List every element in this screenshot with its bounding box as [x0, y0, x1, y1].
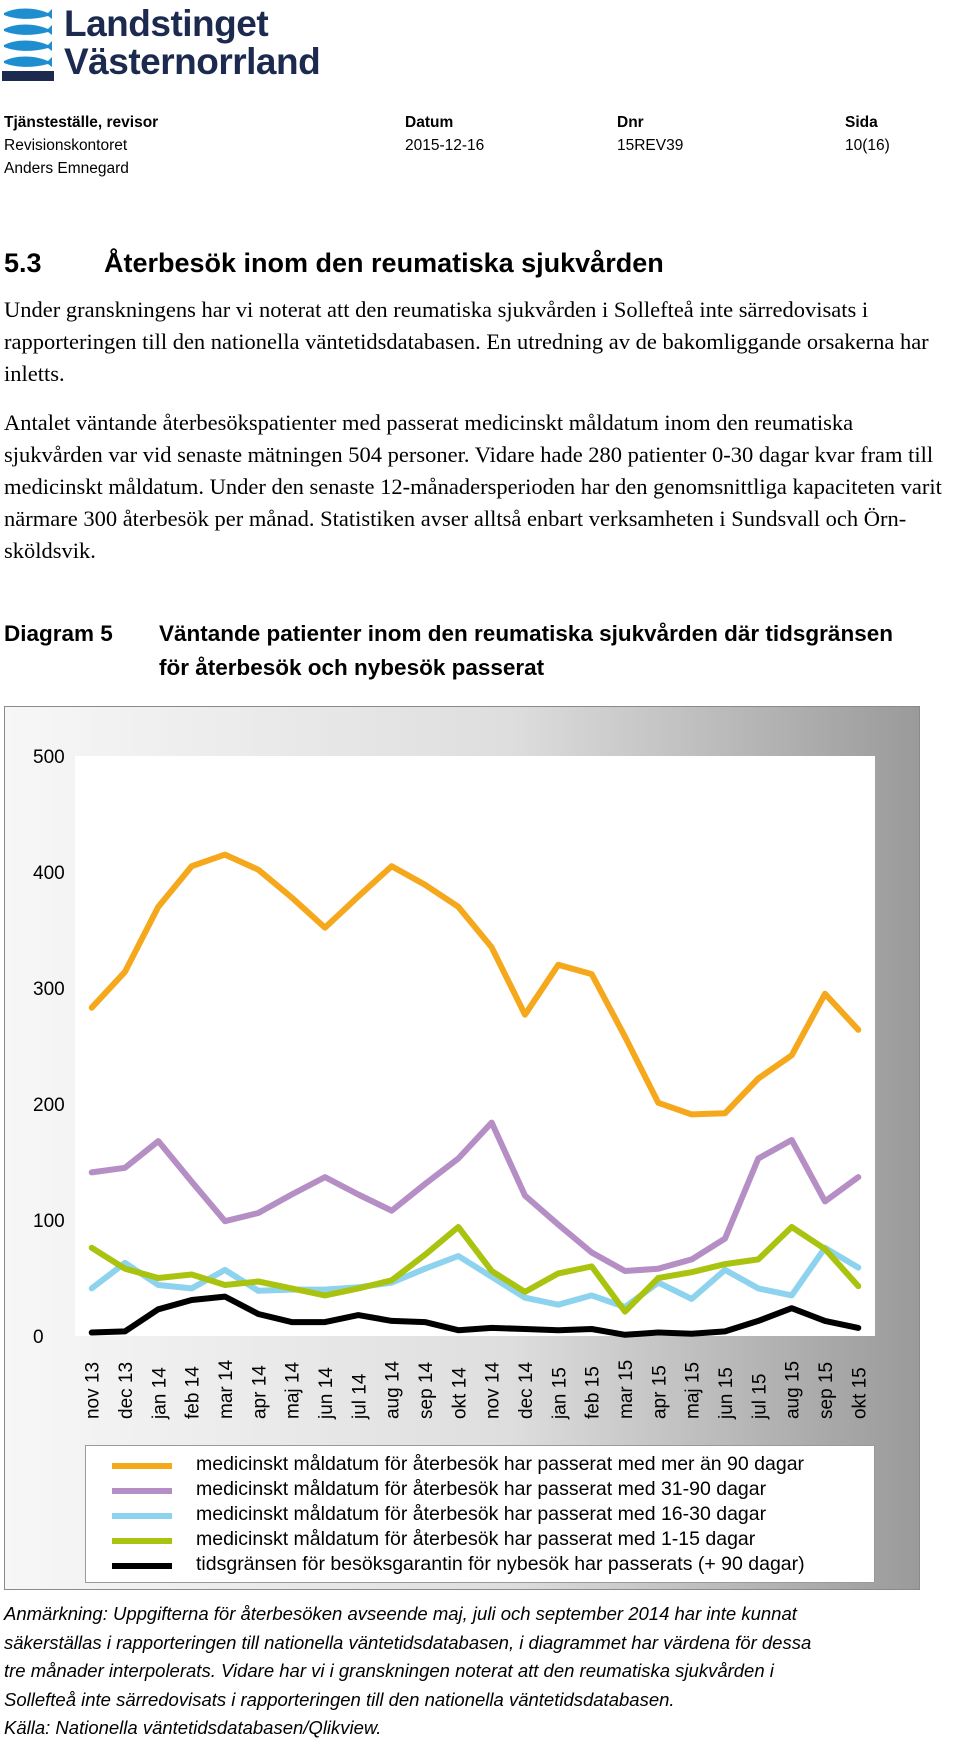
line-chart [5, 707, 919, 1427]
x-tick-label: okt 15 [849, 1367, 871, 1419]
section-number: 5.3 [4, 248, 42, 278]
page-value: 10(16) [845, 137, 890, 154]
header-col-date [405, 111, 484, 157]
logo-text-line1: Landstinget [64, 3, 269, 44]
legend-label: medicinskt måldatum för återbesök har passerat med mer än 90 dagar [196, 1453, 805, 1475]
legend-item [112, 1527, 872, 1552]
legend-label: medicinskt måldatum för återbesök har passerat med 16-30 dagar [196, 1503, 767, 1525]
diagram-title: Väntande patienter inom den reumatiska sjukvården där tidsgränsen för återbesök och nybesök passerat [159, 621, 893, 680]
x-tick-label: jul 14 [349, 1373, 371, 1419]
x-tick-label: apr 14 [249, 1365, 271, 1419]
section-heading [4, 248, 664, 279]
x-tick-label: nov 13 [82, 1361, 104, 1419]
office-name: Revisionskontoret [4, 137, 128, 154]
organization-logo [0, 5, 330, 85]
y-tick-label: 0 [33, 1327, 44, 1348]
legend-swatch [112, 1463, 172, 1469]
x-tick-label: sep 14 [416, 1361, 437, 1419]
author-name: Anders Emnegard [4, 160, 129, 177]
note-line: tre månader interpolerats. Vidare har vi i granskningen noterat att den reumatiska sjukvården i [4, 1660, 774, 1681]
legend-item [112, 1477, 872, 1502]
y-tick-label: 500 [33, 747, 65, 768]
note-line: Sollefteå inte särredovisats i rapporteringen till den nationella väntetidsdatabasen. [4, 1688, 675, 1710]
section-title: Återbesök inom den reumatiska sjukvården [104, 248, 664, 278]
x-axis [83, 1359, 871, 1420]
x-tick-label: maj 15 [682, 1361, 704, 1419]
x-tick-label: maj 14 [282, 1361, 304, 1419]
y-tick-label: 300 [33, 979, 65, 1000]
header-col-role [4, 111, 158, 180]
body-paragraph-1: Under granskningens har vi noterat att den reumatiska sjukvården i Sollefteå inte särredovisats i rapporteringen till den nationella väntetidsdatabasen. En utredning av de bakomliggande orsakerna har inletts. [4, 297, 929, 386]
header-col-page [845, 111, 890, 157]
x-tick-label: dec 14 [516, 1361, 537, 1419]
fish-logo-icon [2, 7, 54, 81]
y-tick-label: 400 [33, 863, 65, 884]
legend-item [112, 1552, 872, 1577]
note-line: Anmärkning: Uppgifterna för återbesöken avseende maj, juli och september 2014 har inte kunnat [4, 1603, 797, 1624]
legend-swatch [112, 1563, 172, 1569]
x-tick-label: feb 15 [582, 1366, 604, 1419]
x-tick-label: aug 15 [782, 1360, 804, 1419]
date-value: 2015-12-16 [405, 137, 485, 154]
legend-swatch [112, 1513, 172, 1519]
dnr-value: 15REV39 [617, 137, 684, 154]
x-tick-label: mar 14 [216, 1359, 237, 1419]
legend-item [112, 1502, 872, 1527]
x-tick-label: sep 15 [816, 1361, 837, 1419]
diagram-label: Diagram 5 [4, 621, 113, 646]
legend-label: medicinskt måldatum för återbesök har passerat med 1-15 dagar [196, 1528, 756, 1550]
body-paragraph-2: Antalet väntande återbesökspatienter med passerat medicinskt måldatum inom den reumatiska sjukvården var vid senaste mätningen 504 personer. Vidare hade 280 patienter 0-30 dagar kvar fram till medicinskt måldatum. Under den senaste 12-månadersperioden har den genomsnittliga kapaciteten varit närmare 300 återbesök per månad. Statistiken avser alltså enbart verksamheten i Sundsvall och Örn-sköldsvik. [4, 410, 942, 563]
x-tick-label: mar 15 [616, 1359, 637, 1419]
x-tick-label: aug 14 [382, 1360, 404, 1419]
y-tick-label: 100 [33, 1211, 65, 1232]
header-col-dnr [617, 111, 683, 157]
dnr-heading: Dnr [617, 114, 644, 131]
x-tick-label: apr 15 [649, 1365, 671, 1419]
x-tick-label: dec 13 [116, 1361, 137, 1419]
date-heading: Datum [405, 114, 454, 131]
x-tick-label: jan 14 [149, 1367, 171, 1419]
x-tick-label: feb 14 [182, 1366, 204, 1419]
legend-label: tidsgränsen för besöksgarantin för nybesök har passerats (+ 90 dagar) [196, 1553, 805, 1575]
x-tick-label: jun 15 [716, 1367, 737, 1419]
page-heading: Sida [845, 114, 878, 131]
y-tick-label: 200 [33, 1095, 65, 1116]
legend-label: medicinskt måldatum för återbesök har passerat med 31-90 dagar [196, 1478, 767, 1500]
logo-text-line2: Västernorrland [64, 41, 321, 82]
chart-area [4, 706, 920, 1590]
x-tick-label: jul 15 [749, 1373, 771, 1419]
note-line: säkerställas i rapporteringen till nationella väntetidsdatabasen, i diagrammet har värdena för dessa [4, 1631, 812, 1653]
chart-legend [85, 1445, 875, 1583]
role-heading: Tjänsteställe, revisor [4, 114, 159, 131]
legend-item [112, 1452, 872, 1477]
x-tick-label: nov 14 [482, 1361, 504, 1419]
note-line: Källa: Nationella väntetidsdatabasen/Qlikview. [4, 1717, 382, 1738]
legend-swatch [112, 1488, 172, 1494]
y-axis [33, 747, 65, 1348]
x-tick-label: jan 15 [549, 1367, 571, 1419]
x-tick-label: okt 14 [449, 1367, 471, 1419]
chart-note [4, 1600, 956, 1743]
x-tick-label: jun 14 [316, 1367, 337, 1419]
legend-swatch [112, 1538, 172, 1544]
